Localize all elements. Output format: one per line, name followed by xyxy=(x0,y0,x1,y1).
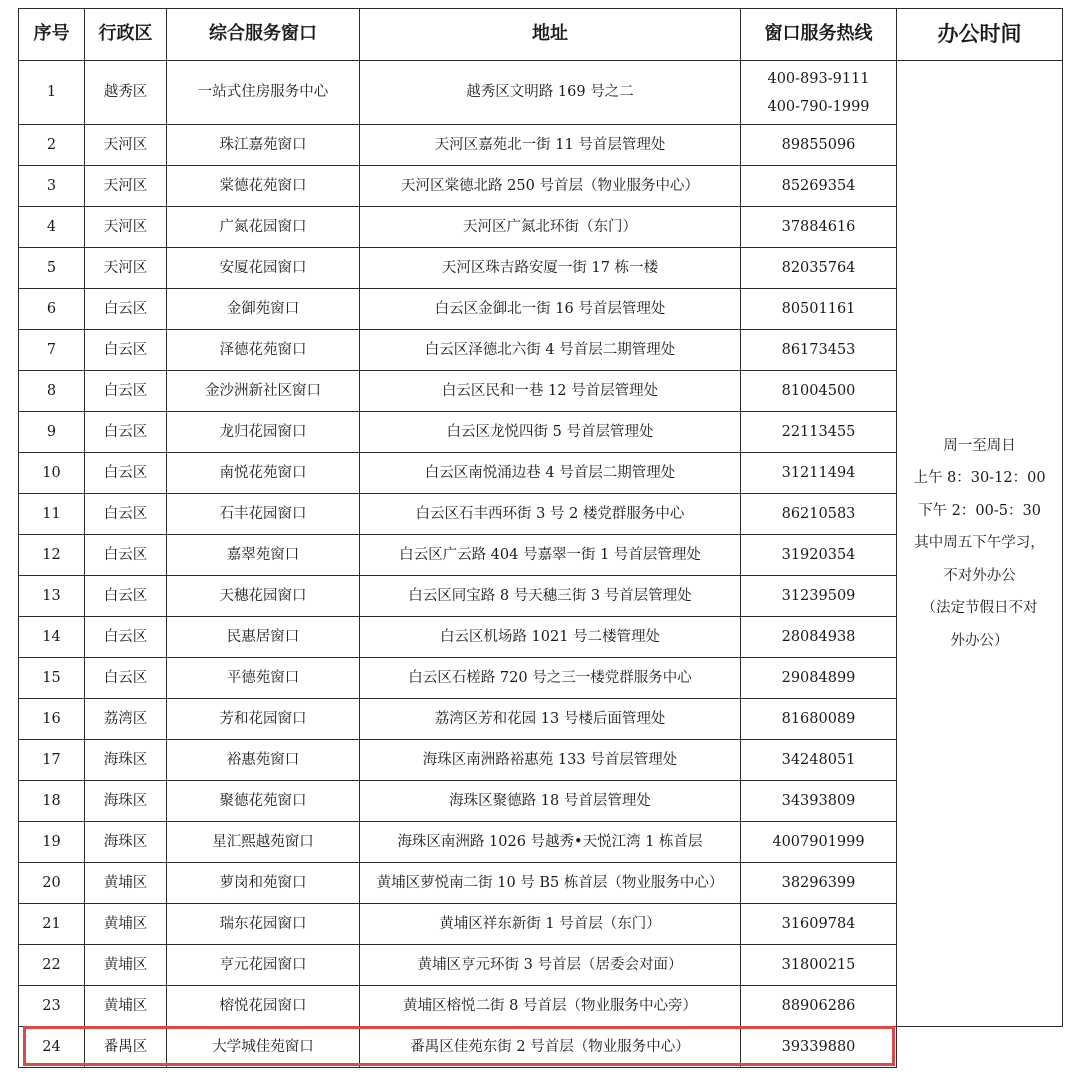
header-address: 地址 xyxy=(360,9,741,61)
cell-serial-number: 15 xyxy=(19,658,85,699)
cell-hotline xyxy=(741,617,897,658)
cell-serial-number: 24 xyxy=(19,1027,85,1068)
cell-serial-number: 1 xyxy=(19,61,85,125)
cell-service-window: 广氮花园窗口 xyxy=(167,207,360,248)
office-hours-line: （法定节假日不对 xyxy=(921,600,1038,617)
cell-serial-number: 7 xyxy=(19,330,85,371)
hotline-number: 37884616 xyxy=(781,218,856,235)
hotline-number: 31211494 xyxy=(781,464,856,481)
cell-service-window: 萝岗和苑窗口 xyxy=(167,863,360,904)
service-window-table xyxy=(18,8,1063,1068)
cell-address: 白云区龙悦四街 5 号首层管理处 xyxy=(360,412,741,453)
cell-district: 黄埔区 xyxy=(85,945,167,986)
cell-serial-number: 12 xyxy=(19,535,85,576)
cell-address: 白云区机场路 1021 号二楼管理处 xyxy=(360,617,741,658)
cell-serial-number: 14 xyxy=(19,617,85,658)
cell-district: 白云区 xyxy=(85,330,167,371)
cell-address: 白云区南悦涌边巷 4 号首层二期管理处 xyxy=(360,453,741,494)
cell-serial-number: 23 xyxy=(19,986,85,1027)
cell-service-window: 龙归花园窗口 xyxy=(167,412,360,453)
hotline-number: 31609784 xyxy=(781,915,856,932)
cell-district: 海珠区 xyxy=(85,822,167,863)
cell-address: 天河区珠吉路安厦一街 17 栋一楼 xyxy=(360,248,741,289)
hotline-number: 31920354 xyxy=(781,546,856,563)
cell-hotline xyxy=(741,166,897,207)
hotline-number: 80501161 xyxy=(781,300,856,317)
cell-hotline xyxy=(741,412,897,453)
cell-address: 黄埔区萝悦南二街 10 号 B5 栋首层（物业服务中心） xyxy=(360,863,741,904)
cell-address: 天河区嘉苑北一街 11 号首层管理处 xyxy=(360,125,741,166)
cell-serial-number: 13 xyxy=(19,576,85,617)
cell-hotline xyxy=(741,740,897,781)
office-hours-line: 不对外办公 xyxy=(943,567,1016,584)
hotline-number: 81680089 xyxy=(781,710,856,727)
hotline-number: 400-893-9111 xyxy=(767,70,870,87)
table-body xyxy=(19,61,1063,1068)
hotline-number: 34393809 xyxy=(781,792,856,809)
cell-district: 白云区 xyxy=(85,658,167,699)
cell-address: 白云区泽德北六街 4 号首层二期管理处 xyxy=(360,330,741,371)
table-row xyxy=(19,1027,1063,1068)
hotline-number: 88906286 xyxy=(781,997,856,1014)
header-service-window: 综合服务窗口 xyxy=(167,9,360,61)
cell-address: 黄埔区祥东新街 1 号首层（东门） xyxy=(360,904,741,945)
header-district: 行政区 xyxy=(85,9,167,61)
hotline-number: 31239509 xyxy=(781,587,856,604)
table-header-row xyxy=(19,9,1063,61)
cell-address: 越秀区文明路 169 号之二 xyxy=(360,61,741,125)
cell-district: 白云区 xyxy=(85,576,167,617)
cell-hotline xyxy=(741,945,897,986)
cell-hotline xyxy=(741,453,897,494)
cell-service-window: 星汇熙越苑窗口 xyxy=(167,822,360,863)
cell-service-window: 裕惠苑窗口 xyxy=(167,740,360,781)
cell-district: 荔湾区 xyxy=(85,699,167,740)
cell-serial-number: 16 xyxy=(19,699,85,740)
cell-service-window: 嘉翠苑窗口 xyxy=(167,535,360,576)
hotline-number: 86210583 xyxy=(781,505,856,522)
cell-service-window: 瑞东花园窗口 xyxy=(167,904,360,945)
cell-serial-number: 22 xyxy=(19,945,85,986)
cell-district: 天河区 xyxy=(85,207,167,248)
cell-service-window: 金御苑窗口 xyxy=(167,289,360,330)
cell-hotline xyxy=(741,1027,897,1068)
cell-service-window: 金沙洲新社区窗口 xyxy=(167,371,360,412)
hotline-number: 29084899 xyxy=(781,669,856,686)
cell-hotline xyxy=(741,986,897,1027)
cell-service-window: 安厦花园窗口 xyxy=(167,248,360,289)
office-hours-line: 外办公） xyxy=(950,632,1009,649)
cell-district: 海珠区 xyxy=(85,781,167,822)
cell-serial-number: 17 xyxy=(19,740,85,781)
cell-hotline xyxy=(741,371,897,412)
cell-address: 黄埔区亨元环街 3 号首层（居委会对面） xyxy=(360,945,741,986)
hotline-number: 38296399 xyxy=(781,874,856,891)
cell-serial-number: 11 xyxy=(19,494,85,535)
cell-serial-number: 10 xyxy=(19,453,85,494)
cell-service-window: 天穗花园窗口 xyxy=(167,576,360,617)
cell-address: 白云区石丰西环街 3 号 2 楼党群服务中心 xyxy=(360,494,741,535)
hotline-number: 400-790-1999 xyxy=(767,98,870,115)
cell-serial-number: 6 xyxy=(19,289,85,330)
header-serial-number: 序号 xyxy=(19,9,85,61)
cell-serial-number: 18 xyxy=(19,781,85,822)
office-hours-line: 其中周五下午学习， xyxy=(914,535,1045,552)
cell-district: 天河区 xyxy=(85,166,167,207)
cell-address: 白云区石槎路 720 号之三一楼党群服务中心 xyxy=(360,658,741,699)
cell-serial-number: 4 xyxy=(19,207,85,248)
office-hours-line: 上午 8：30-12：00 xyxy=(913,470,1046,487)
cell-serial-number: 9 xyxy=(19,412,85,453)
cell-service-window: 珠江嘉苑窗口 xyxy=(167,125,360,166)
hotline-number: 4007901999 xyxy=(772,833,865,850)
cell-hotline xyxy=(741,207,897,248)
cell-address: 白云区金御北一街 16 号首层管理处 xyxy=(360,289,741,330)
cell-serial-number: 3 xyxy=(19,166,85,207)
cell-serial-number: 2 xyxy=(19,125,85,166)
cell-hotline xyxy=(741,125,897,166)
cell-service-window: 亨元花园窗口 xyxy=(167,945,360,986)
hotline-number: 85269354 xyxy=(781,177,856,194)
cell-address: 天河区棠德北路 250 号首层（物业服务中心） xyxy=(360,166,741,207)
cell-serial-number: 5 xyxy=(19,248,85,289)
cell-service-window: 泽德花苑窗口 xyxy=(167,330,360,371)
hotline-number: 82035764 xyxy=(781,259,856,276)
hotline-number: 31800215 xyxy=(781,956,856,973)
cell-address: 海珠区聚德路 18 号首层管理处 xyxy=(360,781,741,822)
cell-hotline xyxy=(741,904,897,945)
cell-hotline xyxy=(741,658,897,699)
office-hours-line: 周一至周日 xyxy=(943,437,1016,454)
cell-address: 黄埔区榕悦二街 8 号首层（物业服务中心旁） xyxy=(360,986,741,1027)
hotline-number: 39339880 xyxy=(781,1038,856,1055)
cell-district: 越秀区 xyxy=(85,61,167,125)
header-office-hours: 办公时间 xyxy=(897,9,1063,61)
cell-service-window: 平德苑窗口 xyxy=(167,658,360,699)
cell-address: 白云区民和一巷 12 号首层管理处 xyxy=(360,371,741,412)
cell-service-window: 棠德花苑窗口 xyxy=(167,166,360,207)
table-row xyxy=(19,61,1063,125)
cell-service-window: 民惠居窗口 xyxy=(167,617,360,658)
cell-hotline xyxy=(741,781,897,822)
hotline-number: 28084938 xyxy=(781,628,856,645)
cell-district: 天河区 xyxy=(85,125,167,166)
cell-address: 天河区广氮北环街（东门） xyxy=(360,207,741,248)
hotline-number: 89855096 xyxy=(781,136,856,153)
cell-serial-number: 8 xyxy=(19,371,85,412)
cell-district: 白云区 xyxy=(85,289,167,330)
cell-serial-number: 19 xyxy=(19,822,85,863)
cell-hotline xyxy=(741,863,897,904)
cell-service-window: 聚德花苑窗口 xyxy=(167,781,360,822)
hotline-number: 34248051 xyxy=(781,751,856,768)
cell-hotline xyxy=(741,61,897,125)
office-hours-line: 下午 2：00-5：30 xyxy=(918,502,1041,519)
cell-district: 黄埔区 xyxy=(85,863,167,904)
cell-hotline xyxy=(741,535,897,576)
cell-service-window: 一站式住房服务中心 xyxy=(167,61,360,125)
hotline-number: 86173453 xyxy=(781,341,856,358)
cell-district: 黄埔区 xyxy=(85,986,167,1027)
cell-service-window: 石丰花园窗口 xyxy=(167,494,360,535)
cell-district: 番禺区 xyxy=(85,1027,167,1068)
cell-hotline xyxy=(741,576,897,617)
cell-district: 白云区 xyxy=(85,617,167,658)
cell-district: 白云区 xyxy=(85,494,167,535)
cell-district: 白云区 xyxy=(85,371,167,412)
cell-hotline xyxy=(741,822,897,863)
cell-office-hours-empty xyxy=(897,1027,1063,1068)
cell-address: 白云区同宝路 8 号天穗三街 3 号首层管理处 xyxy=(360,576,741,617)
cell-hotline xyxy=(741,248,897,289)
cell-district: 白云区 xyxy=(85,453,167,494)
cell-office-hours xyxy=(897,61,1063,1027)
cell-district: 白云区 xyxy=(85,412,167,453)
hotline-number: 22113455 xyxy=(781,423,856,440)
cell-serial-number: 21 xyxy=(19,904,85,945)
cell-hotline xyxy=(741,494,897,535)
cell-address: 海珠区南洲路裕惠苑 133 号首层管理处 xyxy=(360,740,741,781)
cell-service-window: 大学城佳苑窗口 xyxy=(167,1027,360,1068)
cell-address: 番禺区佳苑东街 2 号首层（物业服务中心） xyxy=(360,1027,741,1068)
cell-serial-number: 20 xyxy=(19,863,85,904)
cell-service-window: 榕悦花园窗口 xyxy=(167,986,360,1027)
cell-service-window: 南悦花苑窗口 xyxy=(167,453,360,494)
cell-hotline xyxy=(741,330,897,371)
cell-district: 白云区 xyxy=(85,535,167,576)
hotline-number: 81004500 xyxy=(781,382,856,399)
cell-hotline xyxy=(741,289,897,330)
cell-district: 黄埔区 xyxy=(85,904,167,945)
cell-district: 天河区 xyxy=(85,248,167,289)
cell-address: 荔湾区芳和花园 13 号楼后面管理处 xyxy=(360,699,741,740)
cell-district: 海珠区 xyxy=(85,740,167,781)
cell-address: 白云区广云路 404 号嘉翠一街 1 号首层管理处 xyxy=(360,535,741,576)
header-hotline: 窗口服务热线 xyxy=(741,9,897,61)
cell-service-window: 芳和花园窗口 xyxy=(167,699,360,740)
cell-address: 海珠区南洲路 1026 号越秀•天悦江湾 1 栋首层 xyxy=(360,822,741,863)
cell-hotline xyxy=(741,699,897,740)
